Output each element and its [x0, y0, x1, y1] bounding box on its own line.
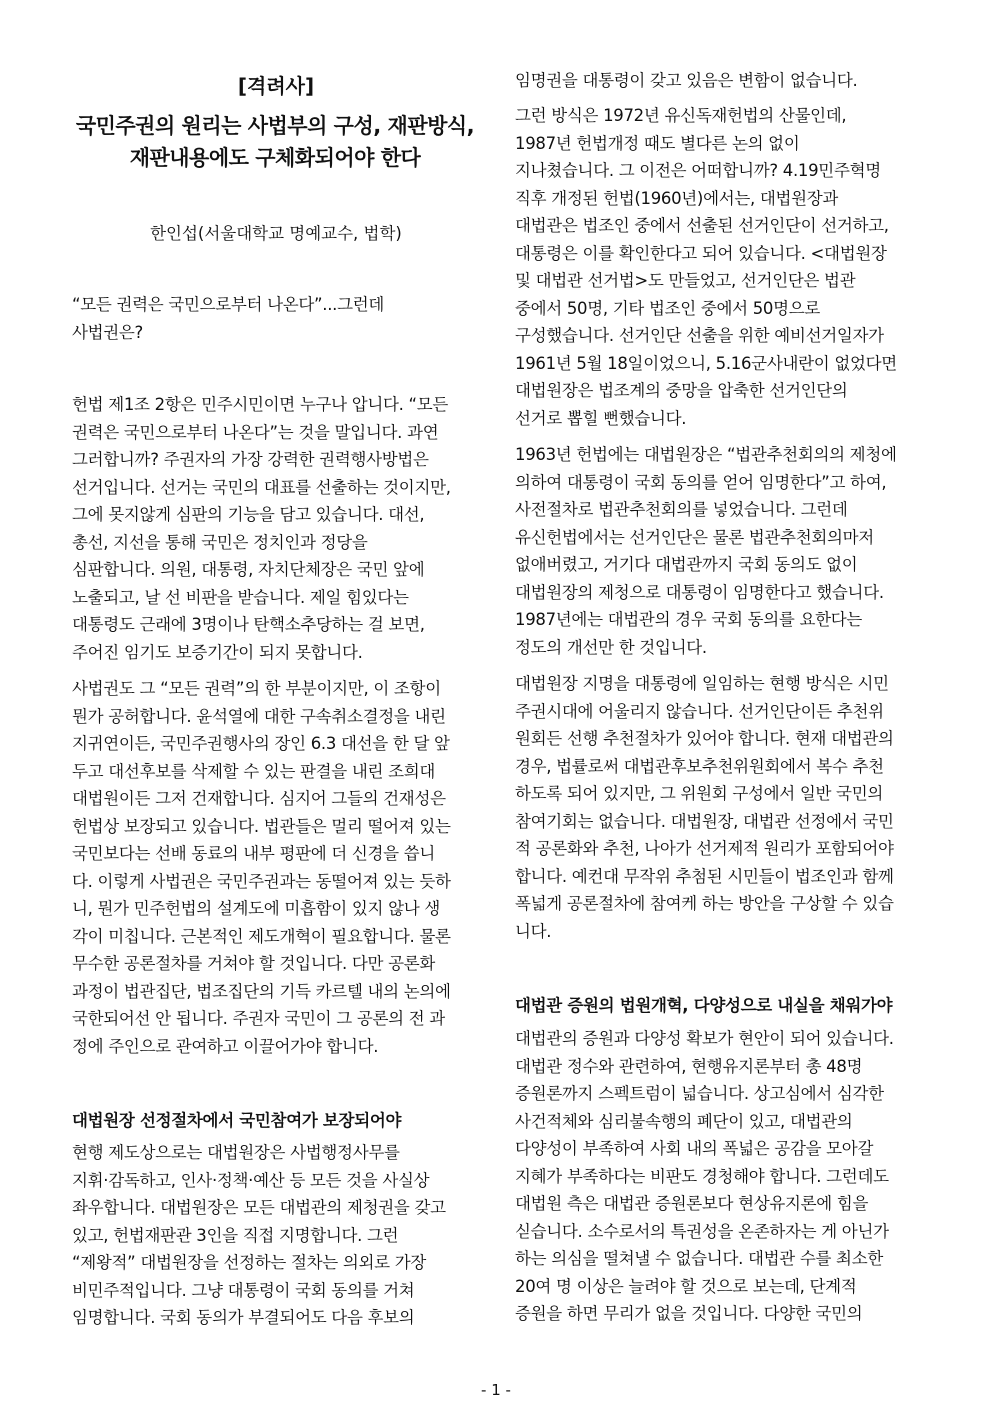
text-line: 정도의 개선만 한 것입니다. — [515, 637, 707, 657]
title-line: 재판내용에도 구체화되어야 한다 — [129, 146, 421, 170]
text-line: 정에 주인으로 관여하고 이끌어가야 합니다. — [72, 1036, 379, 1056]
text-line: 없애버렸고, 거기다 대법관까지 국회 동의도 없이 — [515, 555, 858, 574]
document-title — [60, 110, 490, 174]
text-line: 폭넓게 공론절차에 참여케 하는 방안을 구상할 수 있습 — [515, 894, 894, 913]
paragraph — [515, 670, 923, 945]
text-line: 사전절차로 법관추천회의를 넣었습니다. 그런데 — [515, 500, 848, 519]
text-line: 지혜가 부족하다는 비판도 경청해야 합니다. 그런데도 — [515, 1166, 889, 1186]
text-line: 총선, 지선을 통해 국민은 정치인과 정당을 — [72, 532, 368, 552]
text-line: 증원을 하면 무리가 없을 것입니다. 다양한 국민의 — [515, 1304, 863, 1323]
text-line: 대법원 측은 대법관 증원론보다 현상유지론에 힘을 — [515, 1194, 869, 1213]
text-line: 대법관의 증원과 다양성 확보가 현안이 되어 있습니다. — [515, 1029, 894, 1048]
text-line: 심판합니다. 의원, 대통령, 자치단체장은 국민 앞에 — [72, 560, 425, 579]
text-line: 국한되어선 안 됩니다. 주권자 국민이 그 공론의 전 과 — [72, 1009, 445, 1028]
text-line: 뭔가 공허합니다. 윤석열에 대한 구속취소결정을 내린 — [72, 706, 446, 726]
text-line: 대통령도 근래에 3명이나 탄핵소추당하는 걸 보면, — [72, 615, 425, 634]
text-line: 1987년에는 대법관의 경우 국회 동의를 요한다는 — [515, 610, 863, 629]
author-byline: 한인섭(서울대학교 명예교수, 법학) — [150, 224, 402, 243]
text-line: 1963년 헌법에는 대법원장은 “법관추천회의의 제청에 — [515, 445, 897, 464]
text-line: 비민주적입니다. 그냥 대통령이 국회 동의를 거쳐 — [72, 1280, 415, 1300]
text-line: 대법원장 지명을 대통령에 일임하는 현행 방식은 시민 — [515, 674, 889, 693]
text-line: 선거로 뽑힐 뻔했습니다. — [515, 408, 687, 428]
section-heading: 대법원장 선정절차에서 국민참여가 보장되어야 — [72, 1111, 402, 1130]
text-line: 과정이 법관집단, 법조집단의 기득 카르텔 내의 논의에 — [72, 981, 451, 1001]
text-line: 적 공론화와 추천, 나아가 선거제적 원리가 포함되어야 — [515, 839, 894, 858]
document-tag: [격려사] — [237, 74, 315, 98]
text-line: 사법권도 그 “모든 권력”의 한 부분이지만, 이 조항이 — [72, 679, 441, 698]
text-line: 대법관 정수와 관련하여, 현행유지론부터 총 48명 — [515, 1056, 863, 1076]
text-line: 있고, 헌법재판관 3인을 직접 지명합니다. 그런 — [72, 1225, 399, 1245]
text-line: 다. 이렇게 사법권은 국민주권과는 동떨어져 있는 듯하 — [72, 871, 451, 891]
text-line: 그런 방식은 1972년 유신독재헌법의 산물인데, — [515, 106, 847, 125]
text-line: 하는 의심을 떨쳐낼 수 없습니다. 대법관 수를 최소한 — [515, 1249, 883, 1268]
text-line: 대통령은 이를 확인한다고 되어 있습니다. <대법원장 — [515, 243, 887, 263]
text-line: 헌법 제1조 2항은 민주시민이면 누구나 압니다. “모든 — [72, 395, 449, 414]
text-line: 하도록 되어 있지만, 그 위원회 구성에서 일반 국민의 — [515, 784, 883, 803]
text-line: 좌우합니다. 대법원장은 모든 대법관의 제청권을 갖고 — [72, 1198, 446, 1217]
text-line: 헌법상 보장되고 있습니다. 법관들은 멀리 떨어져 있는 — [72, 816, 451, 836]
paragraph — [72, 391, 480, 666]
text-line: 두고 대선후보를 삭제할 수 있는 판결을 내린 조희대 — [72, 761, 436, 781]
text-line: 지귀연이든, 국민주권행사의 장인 6.3 대선을 한 달 앞 — [72, 734, 450, 753]
text-line: 그러합니까? 주권자의 가장 강력한 권력행사방법은 — [72, 450, 429, 469]
text-line: 그에 못지않게 심판의 기능을 담고 있습니다. 대선, — [72, 505, 425, 524]
text-line: “모든 권력은 국민으로부터 나온다”...그런데 — [72, 295, 385, 314]
text-line: 니다. — [515, 921, 552, 941]
text-line: 대법원장의 제청으로 대통령이 임명한다고 했습니다. — [515, 582, 884, 602]
text-line: 선거입니다. 선거는 국민의 대표를 선출하는 것이지만, — [72, 477, 451, 497]
text-line: 노출되고, 날 선 비판을 받습니다. 제일 힘있다는 — [72, 587, 409, 607]
text-line: 증원론까지 스펙트럼이 넓습니다. 상고심에서 심각한 — [515, 1084, 884, 1103]
section-heading: 대법관 증원의 법원개혁, 다양성으로 내실을 채워가야 — [515, 996, 893, 1015]
text-line: 각이 미칩니다. 근본적인 제도개혁이 필요합니다. 물론 — [72, 926, 451, 946]
text-line: 임명권을 대통령이 갖고 있음은 변함이 없습니다. — [515, 71, 858, 90]
paragraph — [515, 67, 923, 95]
paragraph — [72, 675, 480, 1060]
text-line: 니, 뭔가 민주헌법의 설계도에 미흡함이 있지 않나 생 — [72, 899, 440, 918]
paragraph — [515, 1025, 923, 1328]
text-line: 국민보다는 선배 동료의 내부 평판에 더 신경을 씁니 — [72, 844, 436, 863]
text-line: 및 대법관 선거법>도 만들었고, 선거인단은 법관 — [515, 271, 856, 290]
text-line: 원회든 선행 추천절차가 있어야 합니다. 현재 대법관의 — [515, 729, 894, 748]
paragraph — [515, 441, 923, 661]
text-line: 참여기회는 없습니다. 대법원장, 대법관 선정에서 국민 — [515, 811, 894, 831]
text-line: 사건적체와 심리불속행의 폐단이 있고, 대법관의 — [515, 1111, 853, 1131]
text-line: 1987년 헌법개정 때도 별다른 논의 없이 — [515, 133, 800, 153]
text-line: 의하여 대통령이 국회 동의를 얻어 임명한다”고 하여, — [515, 472, 887, 492]
text-line: 20여 명 이상은 늘려야 할 것으로 보는데, 단계적 — [515, 1276, 857, 1296]
text-line: 임명합니다. 국회 동의가 부결되어도 다음 후보의 — [72, 1308, 415, 1327]
text-line: 권력은 국민으로부터 나온다”는 것을 말입니다. 과연 — [72, 422, 439, 442]
text-line: 싣습니다. 소수로서의 특권성을 온존하자는 게 아닌가 — [515, 1221, 889, 1241]
text-line: 경우, 법률로써 대법관후보추천위원회에서 복수 추천 — [515, 756, 884, 776]
subtitle — [72, 291, 480, 346]
text-line: 대법관은 법조인 중에서 선출된 선거인단이 선거하고, — [515, 216, 889, 235]
text-line: 현행 제도상으로는 대법원장은 사법행정사무를 — [72, 1143, 400, 1162]
text-line: 구성했습니다. 선거인단 선출을 위한 예비선거일자가 — [515, 326, 884, 345]
text-line: “제왕적” 대법원장을 선정하는 절차는 의외로 가장 — [72, 1253, 427, 1272]
text-line: 무수한 공론절차를 거쳐야 할 것입니다. 다만 공론화 — [72, 954, 436, 973]
text-line: 중에서 50명, 기타 법조인 중에서 50명으로 — [515, 298, 821, 318]
text-line: 사법권은? — [72, 322, 144, 342]
text-line: 주권시대에 어울리지 않습니다. 선거인단이든 추천위 — [515, 701, 884, 721]
text-line: 지휘·감독하고, 인사·정책·예산 등 모든 것을 사실상 — [72, 1170, 430, 1190]
text-line: 다양성이 부족하여 사회 내의 폭넓은 공감을 모아갈 — [515, 1139, 874, 1158]
text-line: 대법원이든 그저 건재합니다. 심지어 그들의 건재성은 — [72, 789, 446, 808]
text-line: 유신헌법에서는 선거인단은 물론 법관추천회의마저 — [515, 527, 874, 547]
page-number: - 1 - — [481, 1381, 511, 1399]
paragraph — [515, 102, 923, 432]
text-line: 합니다. 예컨대 무작위 추첨된 시민들이 법조인과 함께 — [515, 866, 894, 886]
text-line: 직후 개정된 헌법(1960년)에서는, 대법원장과 — [515, 188, 839, 208]
text-line: 1961년 5월 18일이었으니, 5.16군사내란이 없었다면 — [515, 353, 897, 373]
text-line: 주어진 임기도 보증기간이 되지 못합니다. — [72, 642, 363, 662]
paragraph — [72, 1139, 480, 1332]
text-line: 대법원장은 법조계의 중망을 압축한 선거인단의 — [515, 381, 848, 400]
text-line: 지나쳤습니다. 그 이전은 어떠합니까? 4.19민주혁명 — [515, 161, 881, 180]
title-line: 국민주권의 원리는 사법부의 구성, 재판방식, — [75, 114, 475, 138]
